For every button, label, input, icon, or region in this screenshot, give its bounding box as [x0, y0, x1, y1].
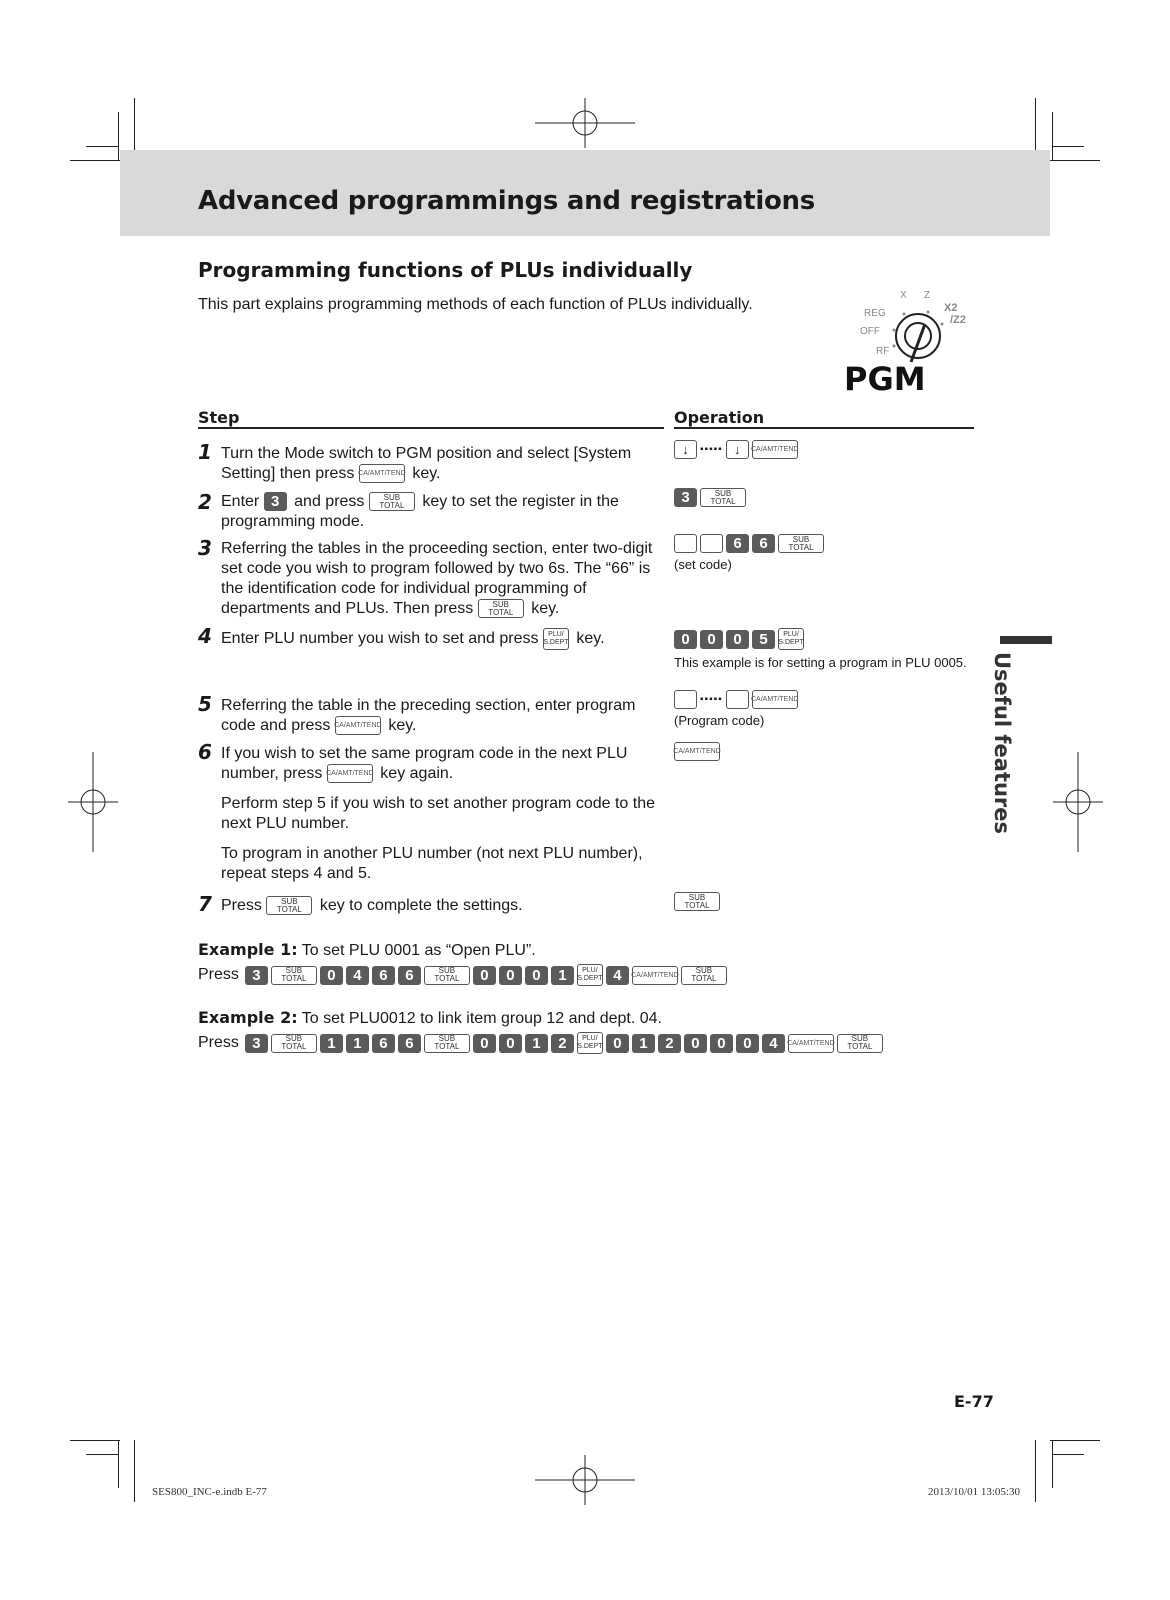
number-key-icon: 3	[264, 492, 287, 511]
step-text-part: key to complete the settings.	[319, 897, 523, 914]
step-text	[221, 744, 661, 784]
footer-file: SES800_INC-e.indb E-77	[152, 1486, 267, 1498]
subtotal-key-icon: SUB TOTAL	[478, 599, 524, 618]
number-key-icon: 6	[726, 534, 749, 553]
step-text-part: key.	[576, 630, 605, 648]
number-key-icon: 0	[684, 1034, 707, 1053]
number-key-icon: 0	[525, 966, 548, 985]
step-text-part: key again.	[380, 765, 454, 782]
subtotal-key-icon: SUB TOTAL	[271, 966, 317, 985]
number-key-icon: 0	[700, 630, 723, 649]
operation-step-3	[674, 534, 827, 553]
example-1-caption	[198, 940, 536, 960]
chapter-title: Advanced programmings and registrations	[198, 186, 815, 216]
number-key-icon: 6	[752, 534, 775, 553]
ca-amt-tend-key-icon: CA/AMT / TEND	[752, 440, 798, 459]
operation-step-4	[674, 628, 807, 650]
down-arrow-key-icon: ↓	[726, 440, 749, 459]
number-key-icon: 0	[320, 966, 343, 985]
ca-amt-tend-key-icon: CA/AMT / TEND	[674, 742, 720, 761]
operation-step-5	[674, 690, 801, 709]
dial-label-reg: REG	[864, 308, 886, 319]
step-text-part: Enter PLU number you wish to set and press	[221, 630, 539, 648]
number-key-icon: 0	[473, 966, 496, 985]
blank-key-icon	[674, 690, 697, 709]
step-text-part: Press	[221, 897, 262, 914]
step-text-part: If you wish to set the same program code in the next PLU number, press	[221, 745, 628, 782]
key-sequence	[245, 1032, 886, 1054]
operation-note: (Program code)	[674, 713, 765, 728]
repeat-dots-icon: ▪▪▪▪▪	[700, 444, 723, 455]
dial-label-rf: RF	[876, 346, 890, 357]
ca-amt-tend-key-icon: CA/AMT / TEND	[327, 764, 373, 783]
step-note: To program in another PLU number (not next PLU number), repeat steps 4 and 5.	[221, 845, 643, 882]
mode-pgm-label: PGM	[844, 360, 926, 398]
side-tab-label: Useful features	[990, 652, 1014, 835]
step-heading-rule	[198, 427, 664, 429]
number-key-icon: 2	[551, 1034, 574, 1053]
step-text-part: Referring the table in the preceding section, enter program code and press	[221, 697, 636, 734]
step-text	[221, 444, 661, 484]
intro-text: This part explains programming methods of each function of PLUs individually.	[198, 296, 753, 313]
key-sequence	[245, 964, 730, 986]
repeat-dots-icon: ▪▪▪▪▪	[700, 694, 723, 705]
page-number: E-77	[954, 1392, 994, 1411]
operation-note: (set code)	[674, 557, 732, 572]
subtotal-key-icon: SUB TOTAL	[837, 1034, 883, 1053]
number-key-icon: 0	[606, 1034, 629, 1053]
step-text	[221, 628, 661, 650]
step-text	[221, 492, 661, 532]
ca-amt-tend-key-icon: CA/AMT / TEND	[359, 464, 405, 483]
number-key-icon: 2	[658, 1034, 681, 1053]
dial-label-off: OFF	[860, 326, 880, 337]
step-column-heading: Step	[198, 408, 240, 427]
step-number: 5	[198, 692, 212, 716]
registration-target-icon	[68, 752, 118, 852]
number-key-icon: 3	[245, 1034, 268, 1053]
step-text-part: Turn the Mode switch to PGM position and select [System Setting] then press	[221, 445, 632, 482]
registration-target-icon	[1053, 752, 1103, 852]
step-number: 1	[198, 440, 212, 464]
press-label: Press	[198, 966, 239, 983]
step-number: 4	[198, 624, 212, 648]
plu-sdept-key-icon: PLU/ S.DEPT	[778, 628, 804, 650]
dial-label-z: Z	[924, 290, 931, 301]
step-text-part: key to set the register in the programming mode.	[221, 493, 619, 530]
step-text-part: Enter	[221, 493, 260, 510]
plu-sdept-key-icon: PLU/ S.DEPT	[577, 1032, 603, 1054]
number-key-icon: 6	[398, 966, 421, 985]
operation-step-6	[674, 742, 723, 761]
number-key-icon: 0	[499, 966, 522, 985]
number-key-icon: 0	[736, 1034, 759, 1053]
step-number: 7	[198, 892, 212, 916]
registration-target-icon	[535, 1455, 635, 1505]
operation-note: This example is for setting a program in PLU 0005.	[674, 655, 967, 670]
step-text	[221, 896, 661, 916]
subtotal-key-icon: SUB TOTAL	[424, 966, 470, 985]
number-key-icon: 6	[372, 1034, 395, 1053]
number-key-icon: 4	[762, 1034, 785, 1053]
number-key-icon: 3	[674, 488, 697, 507]
subtotal-key-icon: SUB TOTAL	[700, 488, 746, 507]
plu-sdept-key-icon: PLU/ S.DEPT	[543, 628, 569, 650]
number-key-icon: 0	[710, 1034, 733, 1053]
step-number: 2	[198, 490, 212, 514]
step-number: 6	[198, 740, 212, 764]
example-1-sequence	[198, 964, 730, 986]
subtotal-key-icon: SUB TOTAL	[778, 534, 824, 553]
step-text	[221, 539, 661, 619]
dial-label-x: X	[900, 290, 907, 301]
number-key-icon: 4	[606, 966, 629, 985]
number-key-icon: 0	[674, 630, 697, 649]
operation-step-7	[674, 892, 723, 911]
press-label: Press	[198, 1034, 239, 1051]
ca-amt-tend-key-icon: CA/AMT / TEND	[788, 1034, 834, 1053]
ca-amt-tend-key-icon: CA/AMT / TEND	[632, 966, 678, 985]
subtotal-key-icon: SUB TOTAL	[271, 1034, 317, 1053]
subtotal-key-icon: SUB TOTAL	[369, 492, 415, 511]
operation-heading-rule	[674, 427, 974, 429]
ca-amt-tend-key-icon: CA/AMT / TEND	[335, 716, 381, 735]
number-key-icon: 1	[551, 966, 574, 985]
step-text-part: Referring the tables in the proceeding section, enter two-digit set code you wish to program followed by two 6s. The “66” is the identification code for individual programming of departments and PLUs. Then press	[221, 540, 653, 617]
step-text-part: key.	[412, 465, 441, 482]
example-2-caption	[198, 1008, 662, 1028]
ca-amt-tend-key-icon: CA/AMT / TEND	[752, 690, 798, 709]
blank-key-icon	[700, 534, 723, 553]
number-key-icon: 4	[346, 966, 369, 985]
number-key-icon: 3	[245, 966, 268, 985]
number-key-icon: 1	[346, 1034, 369, 1053]
subtotal-key-icon: SUB TOTAL	[424, 1034, 470, 1053]
number-key-icon: 1	[525, 1034, 548, 1053]
step-text-part: and press	[294, 493, 365, 510]
example-label: Example 1:	[198, 940, 298, 959]
dial-label-z2: /Z2	[950, 314, 966, 326]
step-note: Perform step 5 if you wish to set another program code to the next PLU number.	[221, 795, 655, 832]
subtotal-key-icon: SUB TOTAL	[674, 892, 720, 911]
step-text-part: key.	[388, 717, 417, 734]
number-key-icon: 6	[398, 1034, 421, 1053]
subtotal-key-icon: SUB TOTAL	[681, 966, 727, 985]
operation-column-heading: Operation	[674, 408, 765, 427]
number-key-icon: 0	[473, 1034, 496, 1053]
step-number: 3	[198, 536, 212, 560]
footer-date: 2013/10/01 13:05:30	[928, 1486, 1020, 1498]
registration-target-icon	[535, 98, 635, 148]
number-key-icon: 1	[632, 1034, 655, 1053]
section-title: Programming functions of PLUs individually	[198, 258, 693, 282]
subtotal-key-icon: SUB TOTAL	[266, 896, 312, 915]
number-key-icon: 0	[726, 630, 749, 649]
down-arrow-key-icon: ↓	[674, 440, 697, 459]
step-text-part: key.	[531, 600, 560, 617]
number-key-icon: 6	[372, 966, 395, 985]
operation-step-1	[674, 440, 801, 459]
number-key-icon: 0	[499, 1034, 522, 1053]
number-key-icon: 5	[752, 630, 775, 649]
blank-key-icon	[726, 690, 749, 709]
example-2-sequence	[198, 1032, 886, 1054]
example-label: Example 2:	[198, 1008, 298, 1027]
plu-sdept-key-icon: PLU/ S.DEPT	[577, 964, 603, 986]
number-key-icon: 1	[320, 1034, 343, 1053]
operation-step-2	[674, 488, 749, 507]
step-text	[221, 696, 661, 736]
example-text: To set PLU0012 to link item group 12 and dept. 04.	[297, 1010, 662, 1027]
blank-key-icon	[674, 534, 697, 553]
mode-dial	[844, 290, 978, 402]
side-tab-bar	[1000, 636, 1052, 644]
example-text: To set PLU 0001 as “Open PLU”.	[297, 942, 536, 959]
dial-label-x2: X2	[944, 302, 958, 314]
